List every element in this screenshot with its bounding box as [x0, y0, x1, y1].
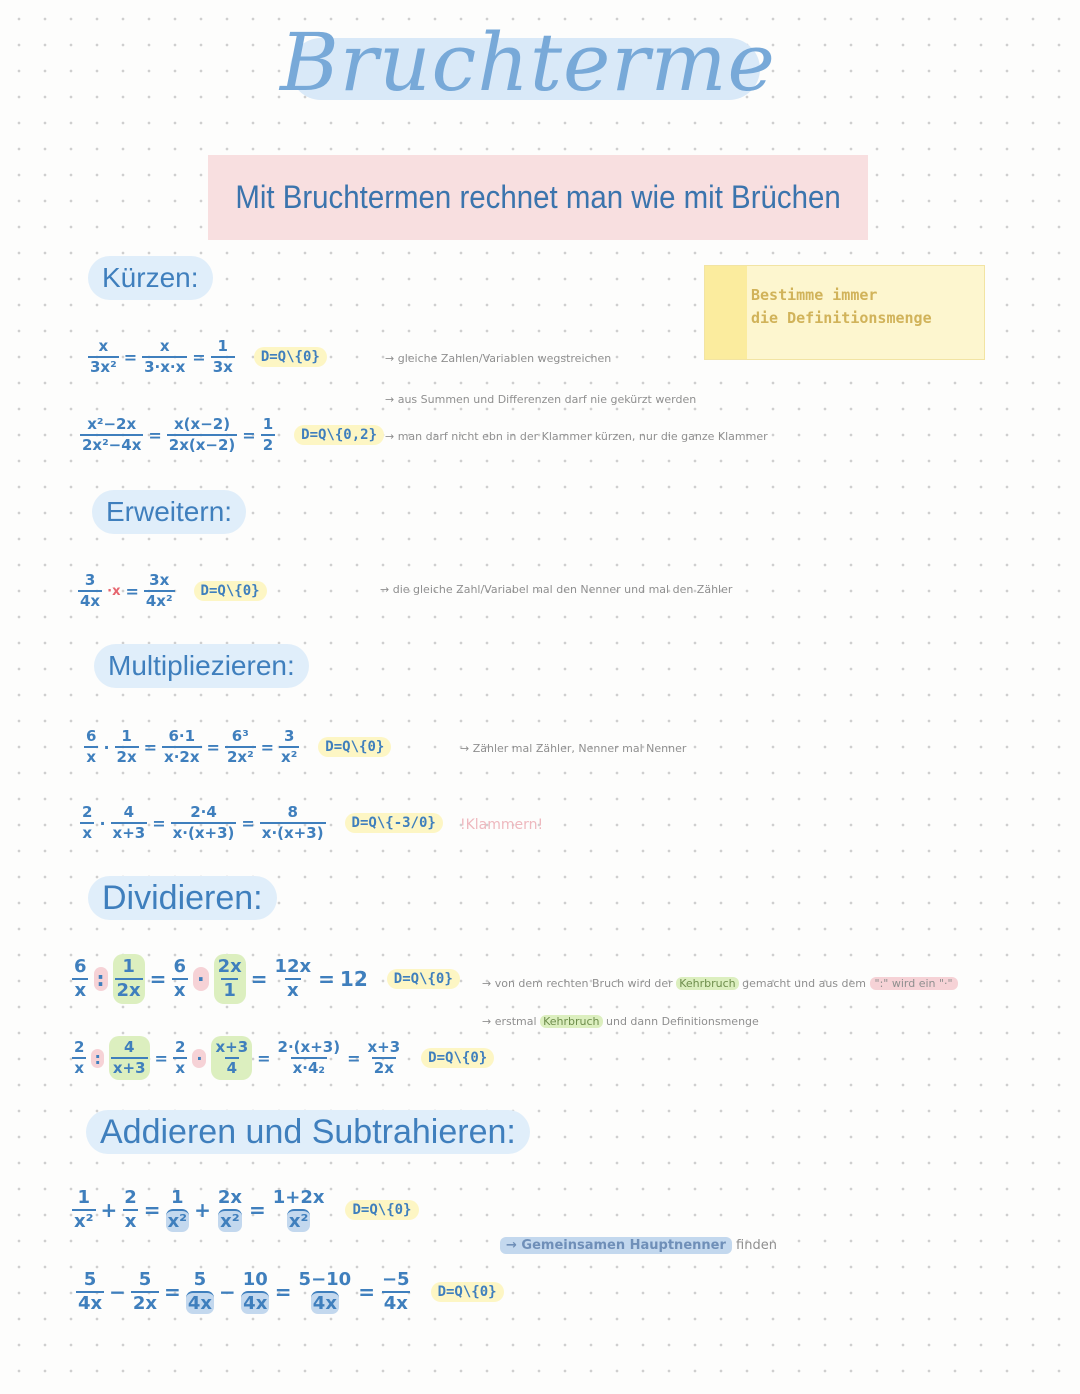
fraction: [261, 416, 275, 454]
fraction-denominator: x: [86, 748, 97, 766]
fraction-numerator: 6: [86, 727, 97, 745]
fraction-numerator: 2: [124, 1187, 137, 1208]
fraction-numerator: 2: [74, 1038, 85, 1056]
fraction: [162, 728, 202, 766]
fraction-numerator: 6³: [231, 727, 249, 745]
fraction: [279, 728, 299, 766]
fraction: [241, 1270, 270, 1314]
fraction-numerator: 1+2x: [272, 1187, 325, 1208]
fraction: [167, 416, 238, 454]
fraction-denominator: 4x: [187, 1293, 212, 1314]
fraction-numerator: 2: [174, 1038, 186, 1056]
fraction: [225, 728, 256, 766]
fraction: [171, 957, 188, 1001]
fraction-denominator: 3x²: [90, 358, 117, 376]
remark-multiplizieren: → Zähler mal Zähler, Nenner mal Nenner: [460, 742, 687, 755]
heading-multiplizieren: Multipliezieren:: [94, 644, 309, 688]
fraction: [272, 957, 313, 1001]
fraction: [173, 1039, 187, 1077]
fraction-denominator: x: [287, 980, 299, 1001]
domain-label: D=Q\{0}: [345, 1200, 418, 1220]
remark-fragment: finden: [736, 1238, 777, 1253]
fraction-denominator: 2x: [116, 748, 137, 766]
fraction-denominator: x: [74, 1059, 85, 1077]
dividieren-example-1: [72, 954, 460, 1004]
math-operator: +: [194, 1198, 211, 1222]
remark-erweitern: → die gleiche Zahl/Variabel mal den Nenner und mal den Zähler: [380, 583, 733, 596]
fraction-numerator: 2·4: [190, 803, 217, 821]
fraction-denominator: 2x: [373, 1059, 394, 1077]
remark-fragment: → von dem rechten Bruch wird der: [482, 977, 673, 990]
domain-label: D=Q\{0}: [431, 1282, 504, 1302]
heading-dividieren: Dividieren:: [88, 876, 277, 920]
fraction-numerator: 5: [193, 1269, 207, 1290]
math-operator: =: [154, 1048, 168, 1068]
math-operator: ·x: [107, 583, 121, 599]
fraction-denominator: x²: [288, 1211, 309, 1232]
fraction-numerator: 5−10: [298, 1269, 352, 1290]
brackets-note: !Klammern!: [460, 817, 544, 833]
math-operator: −: [109, 1280, 126, 1304]
fraction-denominator: 4: [226, 1059, 238, 1077]
fraction: [111, 804, 148, 842]
remark-kuerzen-3: → man darf nicht ebn in der Klammer kürzen, nur die ganze Klammer: [385, 430, 768, 443]
fraction: [115, 728, 139, 766]
math-operator: =: [257, 1048, 271, 1068]
math-operator: :: [91, 1049, 103, 1068]
subtitle: Mit Bruchtermen rechnet man wie mit Brüchen: [235, 179, 841, 215]
fraction-numerator: 3: [283, 727, 295, 745]
domain-label: D=Q\{0}: [254, 347, 327, 367]
heading-addieren: Addieren und Subtrahieren:: [86, 1110, 530, 1154]
fraction-numerator: 1: [217, 337, 228, 355]
fraction: [365, 1039, 402, 1077]
fraction-denominator: 2x²: [226, 748, 254, 766]
fraction: [78, 572, 102, 610]
fraction: [380, 1270, 412, 1314]
fraction: [72, 1039, 86, 1077]
math-operator: =: [318, 967, 335, 991]
remark-kuerzen-2: → aus Summen und Differenzen darf nie gekürzt werden: [385, 393, 697, 406]
fraction: [122, 1188, 139, 1232]
fraction: [144, 572, 175, 610]
multiplizieren-example-2: [80, 804, 443, 842]
fraction-denominator: 4x: [312, 1293, 337, 1314]
fraction: [88, 338, 119, 376]
domain-label: D=Q\{0}: [421, 1048, 494, 1068]
fraction-denominator: 1: [223, 980, 236, 1001]
fraction-denominator: x²: [167, 1211, 188, 1232]
fraction: [109, 1036, 150, 1080]
math-operator: =: [242, 425, 256, 445]
fraction-denominator: x·2x: [164, 748, 200, 766]
math-operator: =: [260, 737, 275, 757]
fraction-numerator: 2x: [217, 1187, 242, 1208]
math-operator: ·: [99, 813, 106, 833]
fraction: [84, 728, 98, 766]
fraction-numerator: 3x: [149, 571, 170, 589]
erweitern-example-1: [78, 572, 267, 610]
fraction-denominator: 2x: [132, 1293, 158, 1314]
fraction-denominator: 2x²−4x: [82, 436, 142, 454]
fraction-numerator: x+3: [215, 1038, 249, 1056]
remark-kuerzen-1: → gleiche Zahlen/Variablen wegstreichen: [385, 352, 612, 365]
remark-fragment: ":" wird ein "·": [870, 977, 958, 990]
fraction-denominator: 2x(x−2): [168, 436, 236, 454]
math-operator: =: [125, 581, 139, 601]
math-operator: =: [143, 1198, 161, 1222]
domain-label: D=Q\{0}: [194, 581, 267, 601]
fraction: [260, 804, 326, 842]
math-operator: ·: [193, 967, 209, 991]
domain-label: D=Q\{0}: [387, 969, 460, 989]
math-operator: =: [241, 813, 255, 833]
math-operator: =: [274, 1280, 292, 1304]
fraction-denominator: x: [82, 824, 93, 842]
fraction-denominator: x+3: [112, 1059, 146, 1077]
math-operator: +: [100, 1198, 118, 1222]
fraction: [72, 1188, 96, 1232]
math-operator: =: [164, 1280, 181, 1304]
remark-addieren: [500, 1238, 777, 1253]
fraction-numerator: 1: [171, 1187, 184, 1208]
fraction-denominator: x²: [74, 1211, 94, 1232]
fraction-denominator: x·(x+3): [172, 824, 235, 842]
dividieren-example-2: [72, 1036, 494, 1080]
math-operator: =: [152, 813, 166, 833]
heading-kuerzen: Kürzen:: [88, 256, 213, 300]
kuerzen-example-2: [80, 416, 384, 454]
fraction: [186, 1270, 214, 1314]
fraction: [166, 1188, 190, 1232]
fraction-denominator: x²: [220, 1211, 240, 1232]
remark-fragment: und dann Definitionsmenge: [606, 1015, 759, 1028]
remark-dividieren-1: [482, 977, 958, 990]
remark-fragment: gemacht und aus dem: [742, 977, 867, 990]
fraction-numerator: 6: [74, 956, 87, 977]
fraction: [171, 804, 237, 842]
fraction-denominator: x²: [281, 748, 298, 766]
fraction-numerator: 1: [262, 415, 274, 433]
fraction: [142, 338, 187, 376]
fraction-numerator: 5: [138, 1269, 152, 1290]
math-operator: −: [218, 1280, 236, 1304]
math-operator: 12: [339, 967, 368, 991]
math-operator: =: [149, 967, 167, 991]
fraction: [80, 416, 143, 454]
domain-label: D=Q\{0,2}: [294, 425, 384, 445]
fraction: [80, 804, 94, 842]
fraction: [76, 1270, 104, 1314]
fraction-numerator: 12x: [274, 956, 312, 977]
fraction: [211, 338, 235, 376]
fraction: [271, 1188, 327, 1232]
fraction: [214, 954, 246, 1004]
fraction-numerator: 6·1: [168, 727, 196, 745]
remark-fragment: → Gemeinsamen Hauptnenner: [500, 1237, 732, 1254]
math-operator: =: [148, 425, 162, 445]
fraction-denominator: 4x: [243, 1293, 268, 1314]
fraction-numerator: 1: [122, 956, 135, 977]
fraction-denominator: x·4₂: [292, 1059, 325, 1077]
fraction: [211, 1036, 252, 1080]
domain-label: D=Q\{0}: [318, 737, 391, 757]
fraction-numerator: 5: [83, 1269, 97, 1290]
fraction-denominator: x: [124, 1211, 137, 1232]
multiplizieren-example-1: [84, 728, 391, 766]
fraction: [276, 1039, 343, 1077]
math-operator: =: [206, 737, 220, 757]
fraction-numerator: 4: [123, 1038, 135, 1056]
page-title: Bruchterme: [280, 16, 776, 109]
note-line-2: die Definitionsmenge: [751, 309, 932, 327]
note-line-1: Bestimme immer: [751, 286, 878, 304]
fraction-denominator: 4x: [78, 1293, 103, 1314]
fraction-numerator: x(x−2): [174, 415, 231, 433]
fraction-denominator: 2x: [116, 980, 141, 1001]
math-operator: :: [94, 967, 108, 991]
fraction-denominator: x+3: [112, 824, 146, 842]
fraction-numerator: x: [98, 337, 109, 355]
fraction-denominator: 2: [262, 436, 274, 454]
fraction-numerator: 2: [82, 803, 93, 821]
fraction-numerator: 2·(x+3): [277, 1038, 341, 1056]
math-operator: =: [248, 1198, 266, 1222]
kuerzen-example-1: [88, 338, 327, 376]
fraction: [297, 1270, 354, 1314]
fraction-numerator: x²−2x: [87, 415, 137, 433]
fraction-numerator: 1: [121, 727, 132, 745]
fraction-denominator: x: [74, 980, 87, 1001]
fraction-denominator: 4x: [383, 1293, 408, 1314]
subtitle-banner: [208, 155, 868, 240]
remark-fragment: Kehrbruch: [540, 1015, 602, 1028]
math-operator: =: [358, 1280, 375, 1304]
addieren-example-1: [72, 1188, 419, 1232]
fraction-numerator: x+3: [367, 1038, 401, 1056]
math-operator: ·: [192, 1049, 206, 1068]
sticky-note: [704, 265, 985, 360]
fraction: [72, 957, 89, 1001]
remark-fragment: → erstmal: [482, 1015, 537, 1028]
fraction-numerator: 1: [77, 1187, 91, 1208]
domain-label: D=Q\{-3/0}: [345, 813, 443, 833]
addieren-example-2: [76, 1270, 504, 1314]
fraction-denominator: x·(x+3): [261, 824, 324, 842]
fraction-numerator: x: [159, 337, 170, 355]
math-operator: =: [123, 347, 138, 367]
fraction: [216, 1188, 244, 1232]
fraction-numerator: 4: [123, 803, 135, 821]
fraction-denominator: 3x: [212, 358, 233, 376]
fraction-numerator: 10: [242, 1269, 268, 1290]
fraction-numerator: −5: [381, 1269, 410, 1290]
fraction-denominator: x: [173, 980, 186, 1001]
fraction-denominator: 3·x·x: [144, 358, 186, 376]
math-operator: =: [192, 347, 206, 367]
fraction: [113, 954, 145, 1004]
fraction-denominator: 4x: [80, 592, 101, 610]
fraction-numerator: 2x: [217, 956, 242, 977]
remark-dividieren-2: [482, 1015, 759, 1028]
math-operator: =: [250, 967, 268, 991]
math-operator: =: [143, 737, 158, 757]
heading-erweitern: Erweitern:: [92, 490, 246, 534]
fraction-denominator: 4x²: [145, 592, 173, 610]
fraction-numerator: 8: [287, 803, 298, 821]
math-operator: =: [347, 1048, 361, 1068]
fraction-numerator: 6: [173, 956, 186, 977]
remark-fragment: Kehrbruch: [676, 977, 738, 990]
fraction-denominator: x: [175, 1059, 185, 1077]
math-operator: ·: [103, 737, 110, 757]
fraction-numerator: 3: [84, 571, 96, 589]
fraction: [131, 1270, 159, 1314]
